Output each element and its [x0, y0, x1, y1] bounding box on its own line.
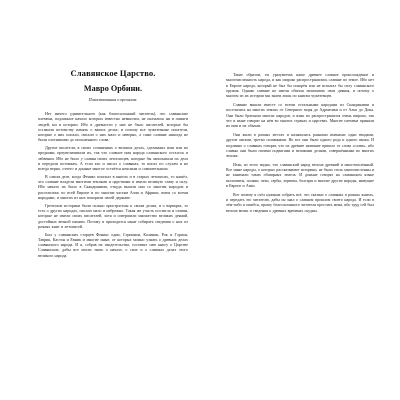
body-paragraph: Другие писатели, в своих сочинениях о великих делах, сделанных ими или их предками, преувеличивали их, так что славное имя народа славянского осталось в забвении. Ибо не было у славян своих летописцев, которые бы записывали их дела и передали потомкам. А если кто и писал о славянах, то писал по слухам и не всегда верно, отчего и доныне многое остаётся неясным и сомнительным.: [38, 145, 188, 172]
body-paragraph: Они жили в разных местах и назывались разными именами: одни вендами, другие антами, третьи склавинами. Но все они были одного рода и одного языка. И подлинно о славянах говорят, что их древнее название пришло от слова «слава», ибо славны они были своими подвигами и великими делами, совершёнными во многих землях.: [226, 131, 374, 159]
body-paragraph: Такие образом, ты уразумеешь наше древнее славное происхождение и многочисленность народа, и как широко распространились славяне по земле. Ибо нет в Европе народа, который не был бы покорён или не испытал бы силу славянского оружия. Однако славяне не имели обычая записывать свои деяния, и потому о многом из их истории мы знаем лишь по книгам чужеземцев.: [226, 72, 374, 99]
body-paragraph: Был у славянских старцев Феникс один, Стриннон, Калиник, Рок и Гэрион, Таврик, Кастон и Евник и многие иные, от которых можно узнать о древних делах славянского народа. И я, собрав их свидетельства, составил сию книгу о Царстве Славянском, дабы все могли знать о начале, о силе и о славных делах этого великого народа.: [38, 231, 188, 258]
body-paragraph: Нет ничего удивительного (как благосклонный читатель), что славянские племена, подлинное начало которых известно немногим, не оказались ни в памяти людей, ни в истории. Ибо в древности у них не было писателей, которые бы оставили потомству память о ваших делах; и потому все чужеземные писатели, которые о них писали, писали о них мало и неверно, а сами славяне никогда не были охотниками до письменного слова.: [38, 111, 188, 143]
body-paragraph: Итак, из этого видно, что славянский народ весьма древний и многочисленный. Все иные народы, о которых рассказывают историки, не были столь многочисленны и не занимали таких обширных земель. И доныне говорят на славянском языке московиты, поляки, чехи, сербы, хорваты, болгары и многие другие народы, живущие в Европе и Азии.: [226, 161, 374, 189]
right-page: [200, 0, 400, 400]
body-paragraph: Славяне вышли вместе со всеми остальными народами из Скандинавии и поселились на многих землях от Северного моря до Адриатики и от Альп до Дона. Они были братьями многих народов, и язык их распространился очень широко, так что и ныне говорят на нём во многих странах и царствах. Многие племена приняли их имя и их обычаи.: [226, 101, 374, 129]
author-name: Мавро Орбини.: [83, 84, 143, 93]
body-paragraph: Вот почему я счёл нужным собрать всё, что сказано о славянах в разных книгах, и передать это читателю, дабы он знал о славном прошлом своего народа. И если в чём-либо я ошибся, прошу благосклонного читателя простить меня, ибо труд сей был весьма велик и сведения о древних временах скудны.: [226, 191, 374, 213]
chapter-epigraph: Повествования о прошлом.: [88, 97, 138, 102]
body-paragraph: Греческие историки были сильно пристрастны к своим делам, и о варварах, то есть о других народах, писали мало и небрежно. Такая же участь постигла и славян, которые не имели своих писателей, хотя и совершили множество великих деяний, достойных вечной памяти. Потому и приходится ныне собирать сведения о них из разных книг и летописей.: [38, 202, 188, 229]
body-paragraph: В самом деле, когда Феникс поискал в книгах и в старых летописях, то нашёл, что славяне владели многими землями и царствами и имели великую славу и силу. Ибо начало их было в Скандинавии, откуда вышли они со многим народом и расселились по всей Европе и по многим частям Азии и Африки, воюя со всеми народами, и многих из них покорили своей державе.: [38, 173, 188, 200]
chapter-title: Славянское Царство.: [70, 68, 156, 78]
